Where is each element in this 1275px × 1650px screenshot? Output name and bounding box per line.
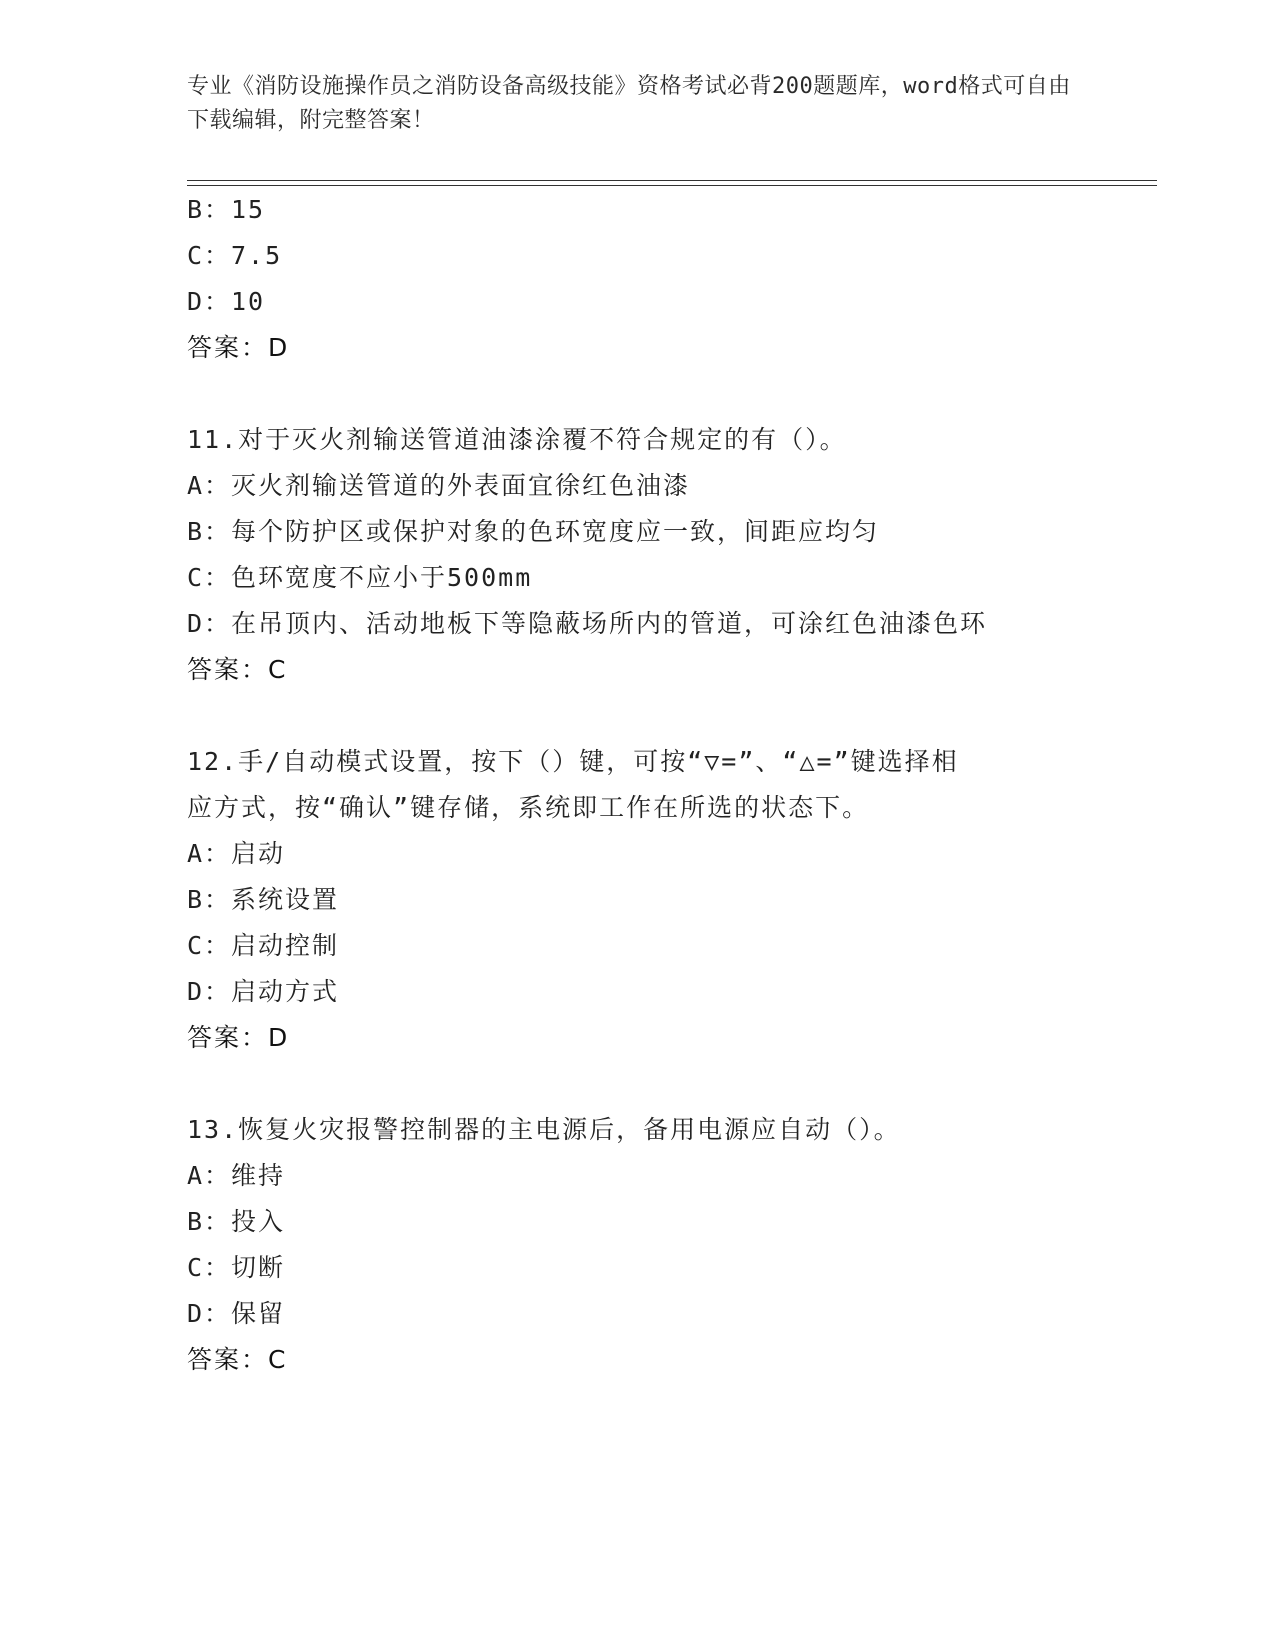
question-block-13 [187,1107,1087,1383]
answer-label: 答案：D [187,1023,290,1052]
option-a: A：灭火剂输送管道的外表面宜徐红色油漆 [187,471,691,500]
answer-label: 答案：D [187,333,290,362]
option-d: D：在吊顶内、活动地板下等隐蔽场所内的管道，可涂红色油漆色环 [187,609,988,638]
question-block-11 [187,417,1087,693]
answer-label: 答案：C [187,1345,288,1374]
option-c: C：色环宽度不应小于500mm [187,563,533,592]
question-block-12 [187,739,1087,1061]
header-rule-bottom [187,185,1157,186]
question-stem-line-2: 应方式，按“确认”键存储，系统即工作在所选的状态下。 [187,793,870,822]
option-a: A：启动 [187,839,286,868]
header-rule-top [187,180,1157,181]
option-b: B：15 [187,195,266,224]
question-stem: 13.恢复火灾报警控制器的主电源后，备用电源应自动（）。 [187,1115,901,1144]
option-d: D：10 [187,287,266,316]
answer-label: 答案：C [187,655,288,684]
question-stem-line-1: 12.手/自动模式设置，按下（）键，可按“▽=”、“△=”键选择相 [187,747,959,776]
spacer [187,371,1087,417]
option-b: B：每个防护区或保护对象的色环宽度应一致，间距应均匀 [187,517,880,546]
question-stem: 11.对于灭火剂输送管道油漆涂覆不符合规定的有（）。 [187,425,847,454]
option-b: B：系统设置 [187,885,340,914]
option-d: D：保留 [187,1299,286,1328]
spacer [187,1061,1087,1107]
option-a: A：维持 [187,1161,286,1190]
option-b: B：投入 [187,1207,286,1236]
option-c: C：切断 [187,1253,286,1282]
question-list [187,187,1087,1383]
document-title: 专业《消防设施操作员之消防设备高级技能》资格考试必背200题题库，word格式可自由下载编辑，附完整答案！ [187,74,1071,133]
option-d: D：启动方式 [187,977,340,1006]
spacer [187,693,1087,739]
question-block-continued [187,187,1087,371]
option-c: C：启动控制 [187,931,340,960]
option-c: C：7.5 [187,241,283,270]
